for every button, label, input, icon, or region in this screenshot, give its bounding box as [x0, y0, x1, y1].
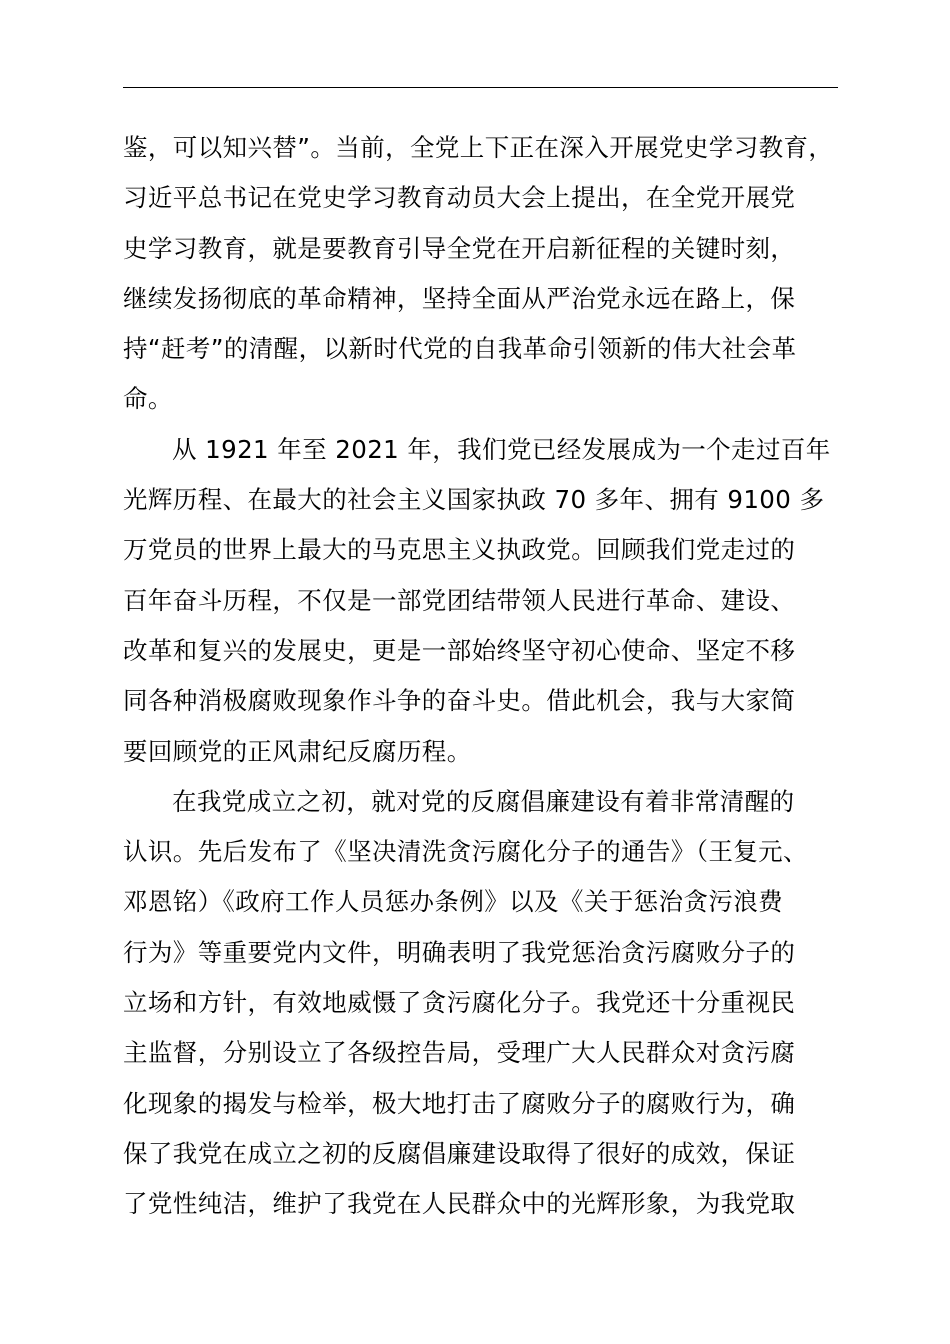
text-line: 改革和复兴的发展史，更是一部始终坚守初心使命、坚定不移 — [123, 635, 796, 665]
text-line: 持“赶考”的清醒，以新时代党的自我革命引领新的伟大社会革 — [123, 334, 797, 364]
text-line: 习近平总书记在党史学习教育动员大会上提出，在全党开展党 — [123, 183, 796, 213]
text-line: 行为》等重要党内文件，明确表明了我党惩治贪污腐败分子的 — [123, 937, 796, 967]
text-line: 光辉历程、在最大的社会主义国家执政 70 多年、拥有 9100 多 — [123, 485, 825, 515]
text-line: 继续发扬彻底的革命精神，坚持全面从严治党永远在路上，保 — [123, 283, 796, 313]
text-line: 要回顾党的正风肃纪反腐历程。 — [123, 736, 472, 766]
text-line: 命。 — [123, 384, 173, 414]
text-line: 史学习教育，就是要教育引导全党在开启新征程的关键时刻， — [123, 233, 796, 263]
text-line: 万党员的世界上最大的马克思主义执政党。回顾我们党走过的 — [123, 535, 796, 565]
text-line: 百年奋斗历程，不仅是一部党团结带领人民进行革命、建设、 — [123, 585, 796, 615]
text-line: 保了我党在成立之初的反腐倡廉建设取得了很好的成效，保证 — [123, 1138, 796, 1168]
text-line: 同各种消极腐败现象作斗争的奋斗史。借此机会，我与大家简 — [123, 686, 796, 716]
header-rule — [123, 87, 838, 88]
text-line: 化现象的揭发与检举，极大地打击了腐败分子的腐败行为，确 — [123, 1088, 796, 1118]
document-body — [123, 123, 883, 1230]
text-line: 了党性纯洁，维护了我党在人民群众中的光辉形象，为我党取 — [123, 1189, 796, 1219]
text-line: 立场和方针，有效地威慑了贪污腐化分子。我党还十分重视民 — [123, 988, 796, 1018]
text-line: 鉴，可以知兴替”。当前，全党上下正在深入开展党史学习教育， — [123, 133, 834, 162]
paragraph-first-line: 从 1921 年至 2021 年，我们党已经发展成为一个走过百年 — [172, 434, 831, 464]
text-line: 认识。先后发布了《坚决清洗贪污腐化分子的通告》（王复元、 — [123, 837, 808, 867]
text-line: 主监督，分别设立了各级控告局，受理广大人民群众对贪污腐 — [123, 1038, 796, 1068]
text-line: 邓恩铭）《政府工作人员惩办条例》以及《关于惩治贪污浪费 — [123, 887, 784, 917]
paragraph-first-line: 在我党成立之初，就对党的反腐倡廉建设有着非常清醒的 — [172, 786, 795, 816]
